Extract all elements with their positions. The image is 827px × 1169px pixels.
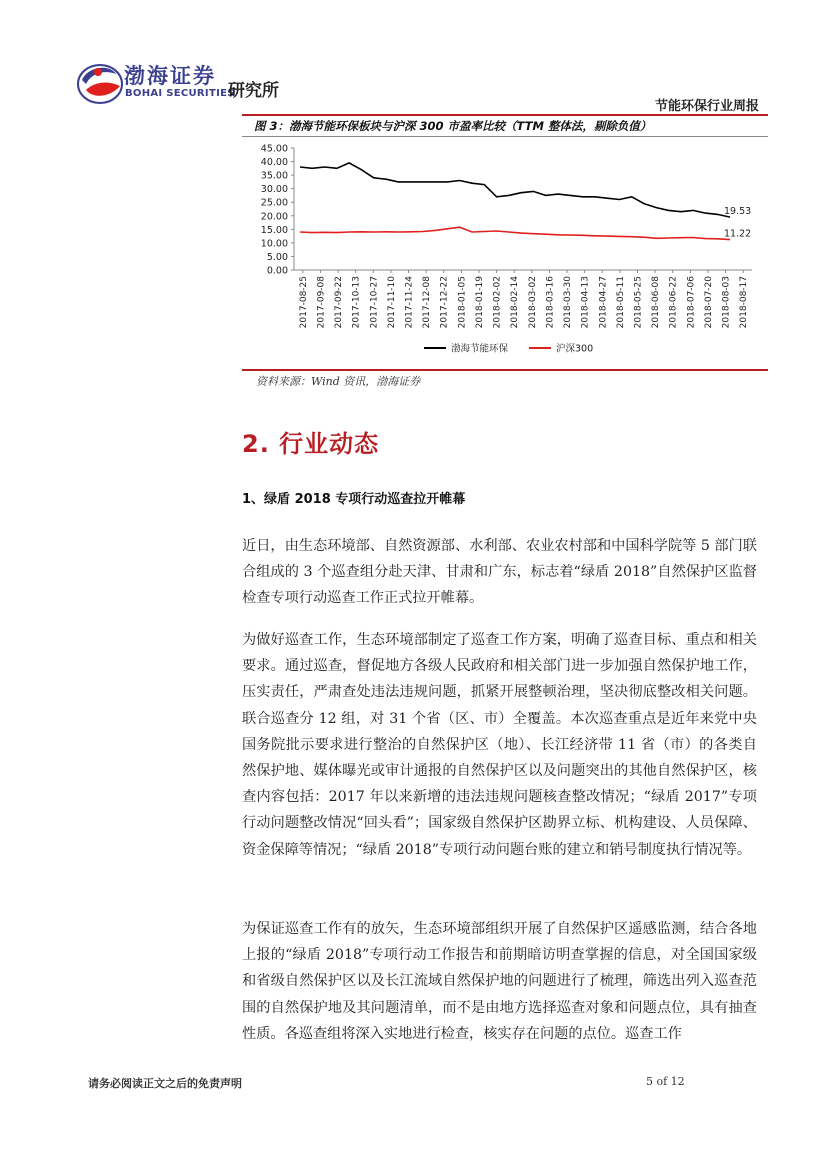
y-tick-label: 30.00 — [260, 184, 288, 196]
x-tick-label: 2017-11-24 — [404, 276, 415, 329]
x-tick-label: 2018-05-11 — [615, 276, 626, 329]
figure-source: 资料来源：Wind 资讯，渤海证券 — [256, 375, 421, 388]
series-end-label-1: 19.53 — [724, 206, 752, 218]
y-tick-label: 15.00 — [260, 224, 288, 236]
subsection-heading: 1、绿盾 2018 专项行动巡查拉开帷幕 — [242, 492, 466, 507]
paragraph-3: 为保证巡查工作有的放矢，生态环境部组织开展了自然保护区遥感监测，结合各地上报的“绿盾 2018”专项行动工作报告和前期暗访明查掌握的信息，对全国国家级和省级自然保护区以及长江流域自然保护地的问题进行了梳理，筛选出列入巡查范围的自然保护地及其问题清单，而不是由地方选择巡查对象和问题点位，具有抽查性质。各巡查组将深入实地进行检查，核实存在问题的点位。巡查工作 — [242, 921, 757, 1042]
y-tick-label: 10.00 — [260, 238, 288, 250]
brand-name-en: BOHAI SECURITIES — [125, 88, 235, 99]
page-number: 5 of 12 — [646, 1075, 685, 1088]
x-tick-label: 2017-10-27 — [369, 276, 380, 329]
report-name: 节能环保行业周报 — [654, 99, 759, 114]
x-tick-label: 2018-06-22 — [668, 276, 679, 329]
x-tick-label: 2017-12-22 — [439, 276, 450, 329]
figure-title: 图 3：渤海节能环保板块与沪深 300 市盈率比较（TTM 整体法，剔除负值） — [254, 119, 652, 133]
x-tick-label: 2018-01-05 — [457, 276, 468, 329]
x-tick-label: 2018-05-25 — [633, 276, 644, 329]
y-tick-label: 5.00 — [266, 251, 288, 263]
x-tick-label: 2018-07-06 — [686, 276, 697, 329]
series-line-1 — [300, 163, 730, 217]
x-tick-label: 2018-07-20 — [703, 276, 714, 329]
x-tick-label: 2018-08-17 — [739, 276, 750, 329]
x-tick-label: 2018-03-02 — [527, 276, 538, 329]
x-tick-label: 2018-03-16 — [545, 276, 556, 329]
y-tick-label: 35.00 — [260, 170, 288, 182]
x-tick-label: 2017-08-25 — [298, 276, 309, 329]
x-tick-label: 2018-03-30 — [563, 276, 574, 329]
series-line-2 — [300, 227, 730, 239]
figure-bottom-rule — [242, 369, 768, 371]
x-tick-label: 2018-04-13 — [580, 276, 591, 329]
series-end-label-2: 11.22 — [724, 228, 752, 240]
x-tick-label: 2018-08-03 — [721, 276, 732, 329]
institute-label: 研究所 — [228, 81, 279, 101]
footer-disclaimer: 请务必阅读正文之后的免责声明 — [88, 1077, 242, 1090]
x-tick-label: 2018-04-27 — [598, 276, 609, 329]
paragraph-2: 为做好巡查工作，生态环境部制定了巡查工作方案，明确了巡查目标、重点和相关要求。通过巡查，督促地方各级人民政府和相关部门进一步加强自然保护地工作，压实责任，严肃查处违法违规问题，抓紧开展整顿治理，坚决彻底整改相关问题。联合巡查分 12 组，对 31 个省（区、市）全覆盖。本次巡查重点是近年来党中央国务院批示要求进行整治的自然保护区（地）、长江经济带 11 省（市）的各类自然保护地、媒体曝光或审计通报的自然保护区以及问题突出的其他自然保护区，核查内容包括：2017 年以来新增的违法违规问题核查整改情况；“绿盾 2017”专项行动问题整改情况“回头看”；国家级自然保护区勘界立标、机构建设、人员保障、资金保障等情况；“绿盾 2018”专项行动问题台账的建立和销号制度执行情况等。 — [242, 632, 757, 858]
x-tick-label: 2018-02-14 — [510, 276, 521, 329]
x-tick-label: 2017-10-13 — [351, 276, 362, 329]
x-tick-label: 2017-12-08 — [422, 276, 433, 329]
legend-label-1: 渤海节能环保 — [451, 343, 509, 355]
x-tick-label: 2018-06-08 — [651, 276, 662, 329]
figure-title-rule — [242, 136, 768, 137]
x-tick-label: 2017-11-10 — [386, 276, 397, 329]
bohai-logo-icon — [76, 60, 124, 106]
y-tick-label: 25.00 — [260, 197, 288, 209]
x-tick-label: 2017-09-22 — [334, 276, 345, 329]
brand-name-cn: 渤海证券 — [124, 64, 216, 88]
section-heading: 2. 行业动态 — [242, 430, 380, 458]
y-tick-label: 45.00 — [260, 143, 288, 155]
header-rule — [242, 114, 768, 116]
y-tick-label: 0.00 — [266, 265, 288, 277]
paragraph-1: 近日，由生态环境部、自然资源部、水利部、农业农村部和中国科学院等 5 部门联合组成的 3 个巡查组分赴天津、甘肃和广东，标志着“绿盾 2018”自然保护区监督检查专项行动巡查工作正式拉开帷幕。 — [242, 538, 757, 607]
legend-label-2: 沪深300 — [556, 343, 594, 355]
x-tick-label: 2018-01-19 — [474, 276, 485, 329]
x-tick-label: 2017-09-08 — [316, 276, 327, 329]
y-tick-label: 40.00 — [260, 157, 288, 169]
x-tick-label: 2018-02-02 — [492, 276, 503, 329]
pe-ratio-chart — [242, 138, 768, 368]
y-tick-label: 20.00 — [260, 211, 288, 223]
